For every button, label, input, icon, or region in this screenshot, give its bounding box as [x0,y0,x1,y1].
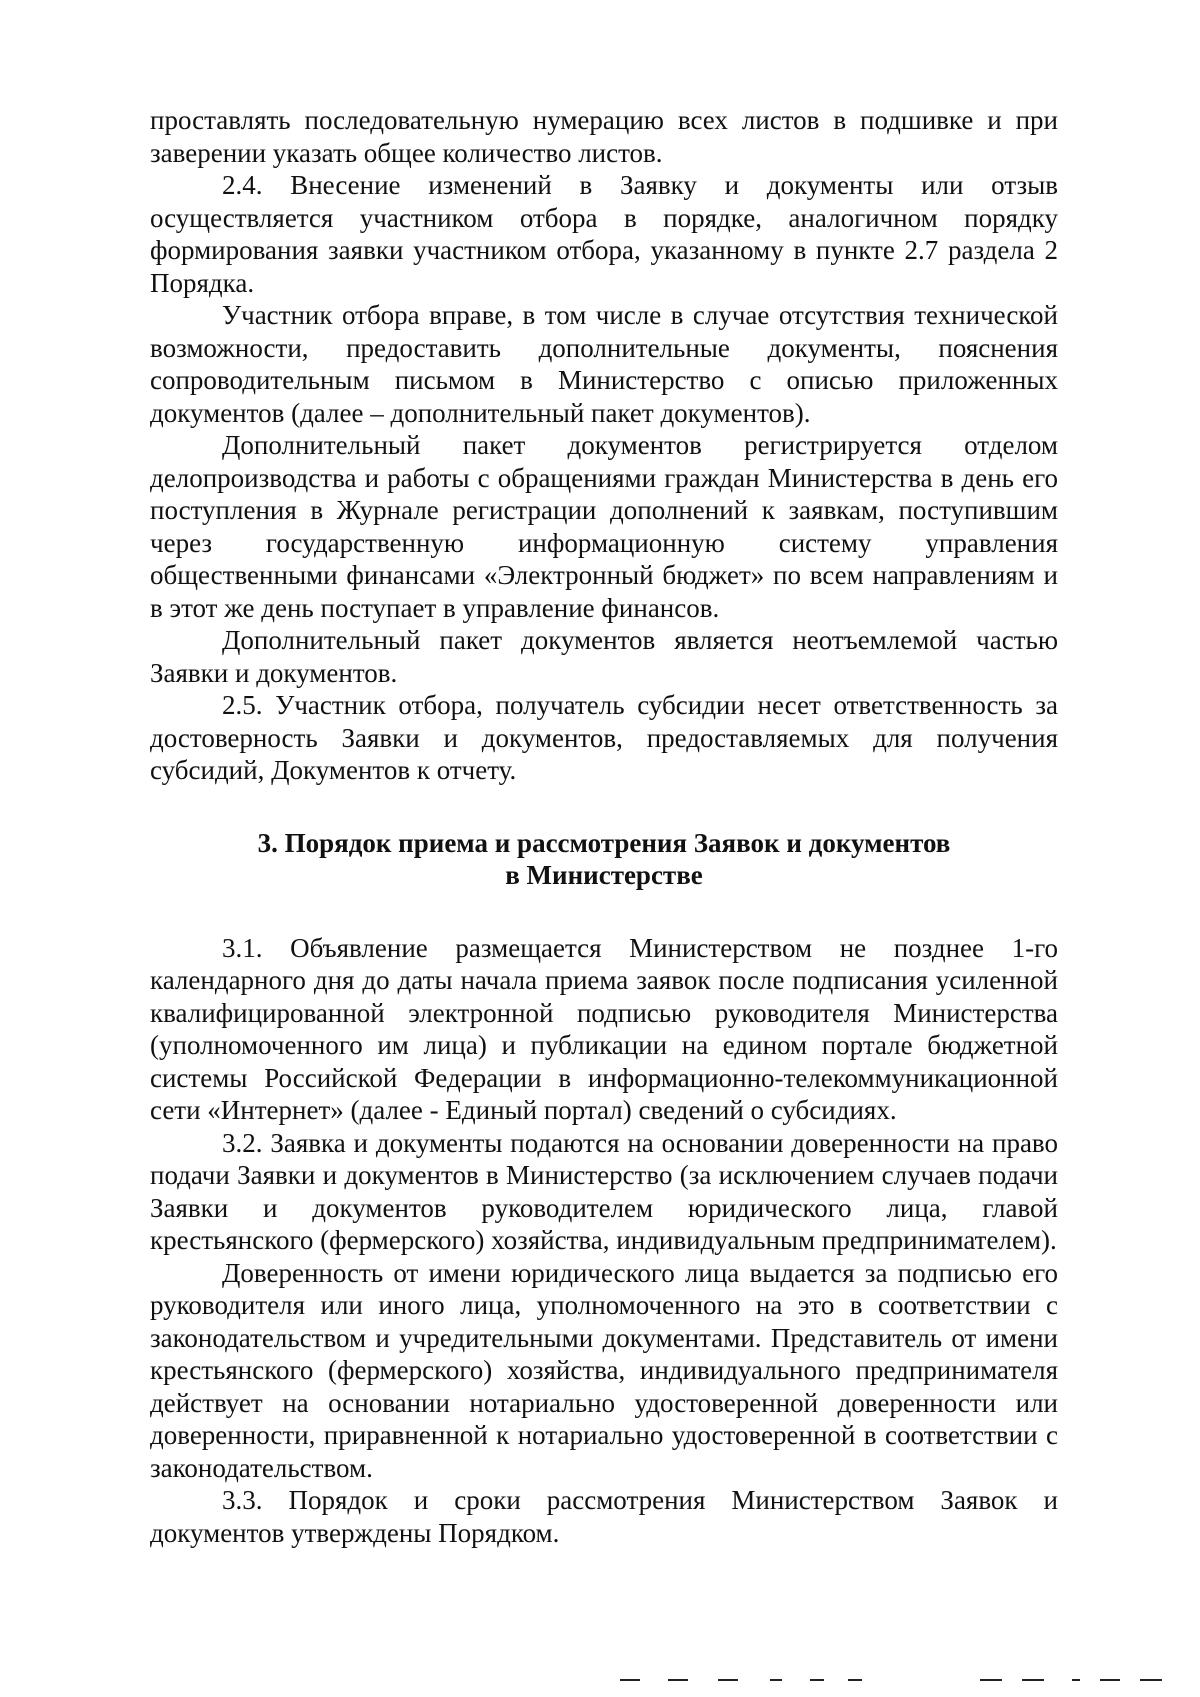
paragraph-2-4: 2.4. Внесение изменений в Заявку и документы или отзыв осуществляется участником отбора в порядке, аналогичном порядку формирования заявки участником отбора, указанному в пункте 2.7 раздела 2 Порядка. [150,170,1058,298]
paragraph-additional-docs: Участник отбора вправе, в том числе в случае отсутствия технической возможности, предоставить дополнительные документы, пояснения сопроводительным письмом в Министерство с описью приложенных документов (далее – дополнительный пакет документов). [150,300,1058,428]
paragraph-registration: Дополнительный пакет документов регистрируется отделом делопроизводства и работы с обращениями граждан Министерства в день его поступления в Журнале регистрации дополнений к заявкам, поступившим через государственную информационную систему управления общественными финансами «Электронный бюджет» по всем направлениям и в этот же день поступает в управление финансов. [150,430,1058,623]
section-3-heading-line2: в Министерстве [505,860,703,890]
section-3-heading [150,827,1058,892]
paragraph-3-2: 3.2. Заявка и документы подаются на основании доверенности на право подачи Заявки и документов в Министерство (за исключением случаев подачи Заявки и документов руководителем юридического лица, главой крестьянского (фермерского) хозяйства, индивидуальным предпринимателем). [150,1127,1058,1255]
paragraph-3-3: 3.3. Порядок и сроки рассмотрения Министерством Заявок и документов утверждены Порядком. [150,1485,1058,1548]
paragraph-integral-part: Дополнительный пакет документов является неотъемлемой частью Заявки и документов. [150,625,1058,688]
section-3-heading-line1: 3. Порядок приема и рассмотрения Заявок и документов [257,827,951,858]
paragraph-continuation: проставлять последовательную нумерацию всех листов в подшивке и при заверении указать общее количество листов. [150,105,1058,168]
paragraph-2-5: 2.5. Участник отбора, получатель субсидии несет ответственность за достоверность Заявки и документов, предоставляемых для получения субсидий, Документов к отчету. [150,690,1058,785]
paragraph-power-of-attorney: Доверенность от имени юридического лица выдается за подписью его руководителя или иного лица, уполномоченного на это в соответствии с законодательством и учредительными документами. Представитель от имени крестьянского (фермерского) хозяйства, индивидуального предпринимателя действует на основании нотариально удостоверенной доверенности или доверенности, приравненной к нотариально удостоверенной в соответствии с законодательством. [150,1257,1058,1483]
footer-scan-marks [610,1678,1170,1682]
document-body [150,104,1058,1549]
paragraph-3-1: 3.1. Объявление размещается Министерством не позднее 1-го календарного дня до даты начала приема заявок после подписания усиленной квалифицированной электронной подписью руководителя Министерства (уполномоченного им лица) и публикации на едином портале бюджетной системы Российской Федерации в информационно-телекоммуникационной сети «Интернет» (далее - Единый портал) сведений о субсидиях. [150,932,1058,1125]
